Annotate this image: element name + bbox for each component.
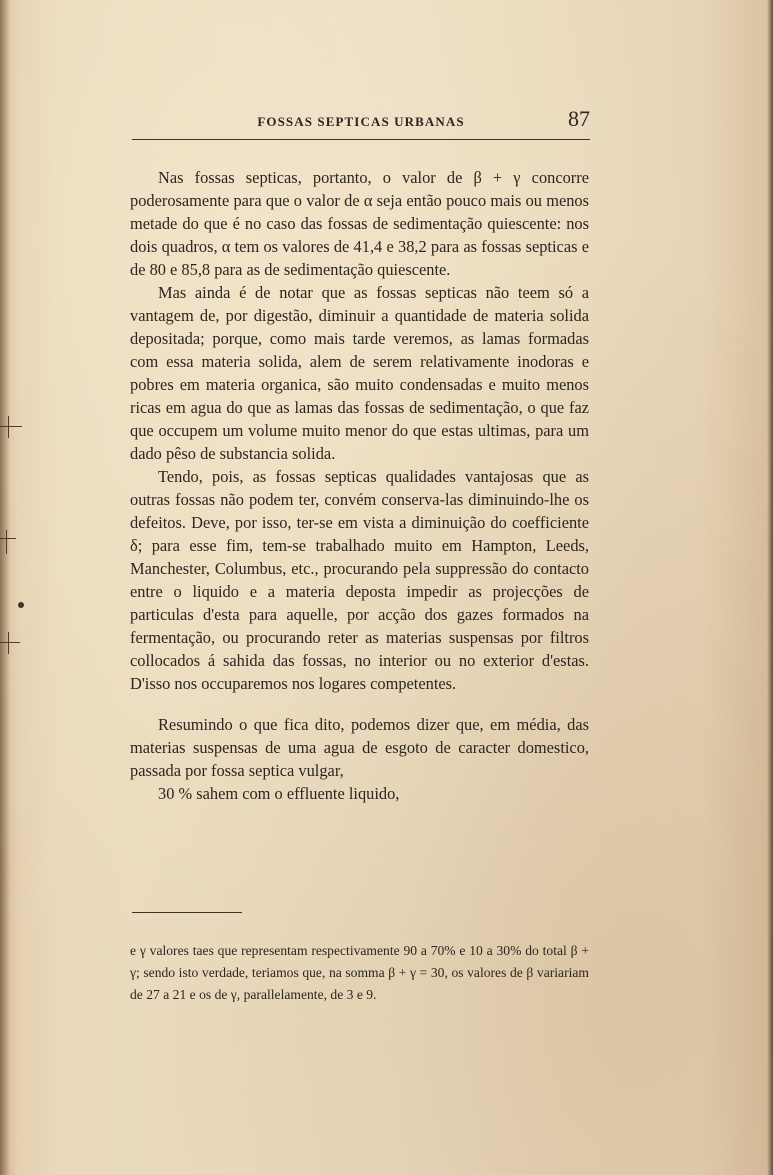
spine-shadow (0, 0, 10, 1175)
running-title: FOSSAS SEPTICAS URBANAS (257, 114, 465, 129)
header-rule (132, 139, 590, 140)
footnote-rule (132, 912, 242, 913)
page-number: 87 (568, 106, 590, 131)
margin-mark (6, 530, 7, 554)
page-edge (767, 0, 773, 1175)
paragraph: Nas fossas septicas, portanto, o valor de β + γ concorre poderosamente para que o valor de α seja então pouco mais ou menos metade do que é no caso das fossas de sedimentação quiescente: nos dois quadros, α tem os valores de 41,4 e 38,2 para as fossas septicas e de 80 e 85,8 para as de sedimentação quiescente. (130, 168, 589, 279)
margin-mark (8, 632, 9, 654)
paragraph: Tendo, pois, as fossas septicas qualidades vantajosas que as outras fossas não podem ter, convém conserva-las diminuindo-lhe os defeitos. Deve, por isso, ter-se em vista a diminuição do coefficiente δ; para esse fim, tem-se trabalhado muito em Hampton, Leeds, Manchester, Columbus, etc., procurando pela suppressão do contacto entre o liquido e a materia deposta impedir as projecções de particulas d'esta para aquelle, por acção dos gazes formados na fermentação, ou procurando reter as materias suspensas por filtros collocados á sahida das fossas, no interior ou no exterior d'estas. D'isso nos occuparemos nos logares competentes. (130, 467, 589, 693)
footnote (130, 940, 589, 1006)
margin-mark (0, 426, 22, 427)
margin-mark (8, 416, 9, 438)
margin-mark (0, 642, 20, 643)
margin-mark (0, 538, 16, 539)
page-header (132, 104, 590, 140)
body-text (130, 166, 589, 805)
footnote-text: e γ valores taes que representam respectivamente 90 a 70% e 10 a 30% do total β + γ; sendo isto verdade, teriamos que, na somma β + γ = 30, os valores de β variariam de 27 a 21 e os de γ, parallelamente, de 3 e 9. (130, 943, 589, 1002)
margin-dot (18, 602, 24, 608)
paragraph: Mas ainda é de notar que as fossas septicas não teem só a vantagem de, por digestão, diminuir a quantidade de materia solida depositada; porque, como mais tarde veremos, as lamas formadas com essa materia solida, alem de serem relativamente inodoras e pobres em materia organica, são muito condensadas e muito menos ricas em agua do que as lamas das fossas de sedimentação, o que faz que occupem um volume muito menor do que estas ultimas, para um dado pêso de substancia solida. (130, 283, 589, 463)
paragraph: 30 % sahem com o effluente liquido, (158, 784, 400, 803)
paragraph: Resumindo o que fica dito, podemos dizer que, em média, das materias suspensas de uma agua de esgoto de caracter domestico, passada por fossa septica vulgar, (130, 715, 589, 780)
